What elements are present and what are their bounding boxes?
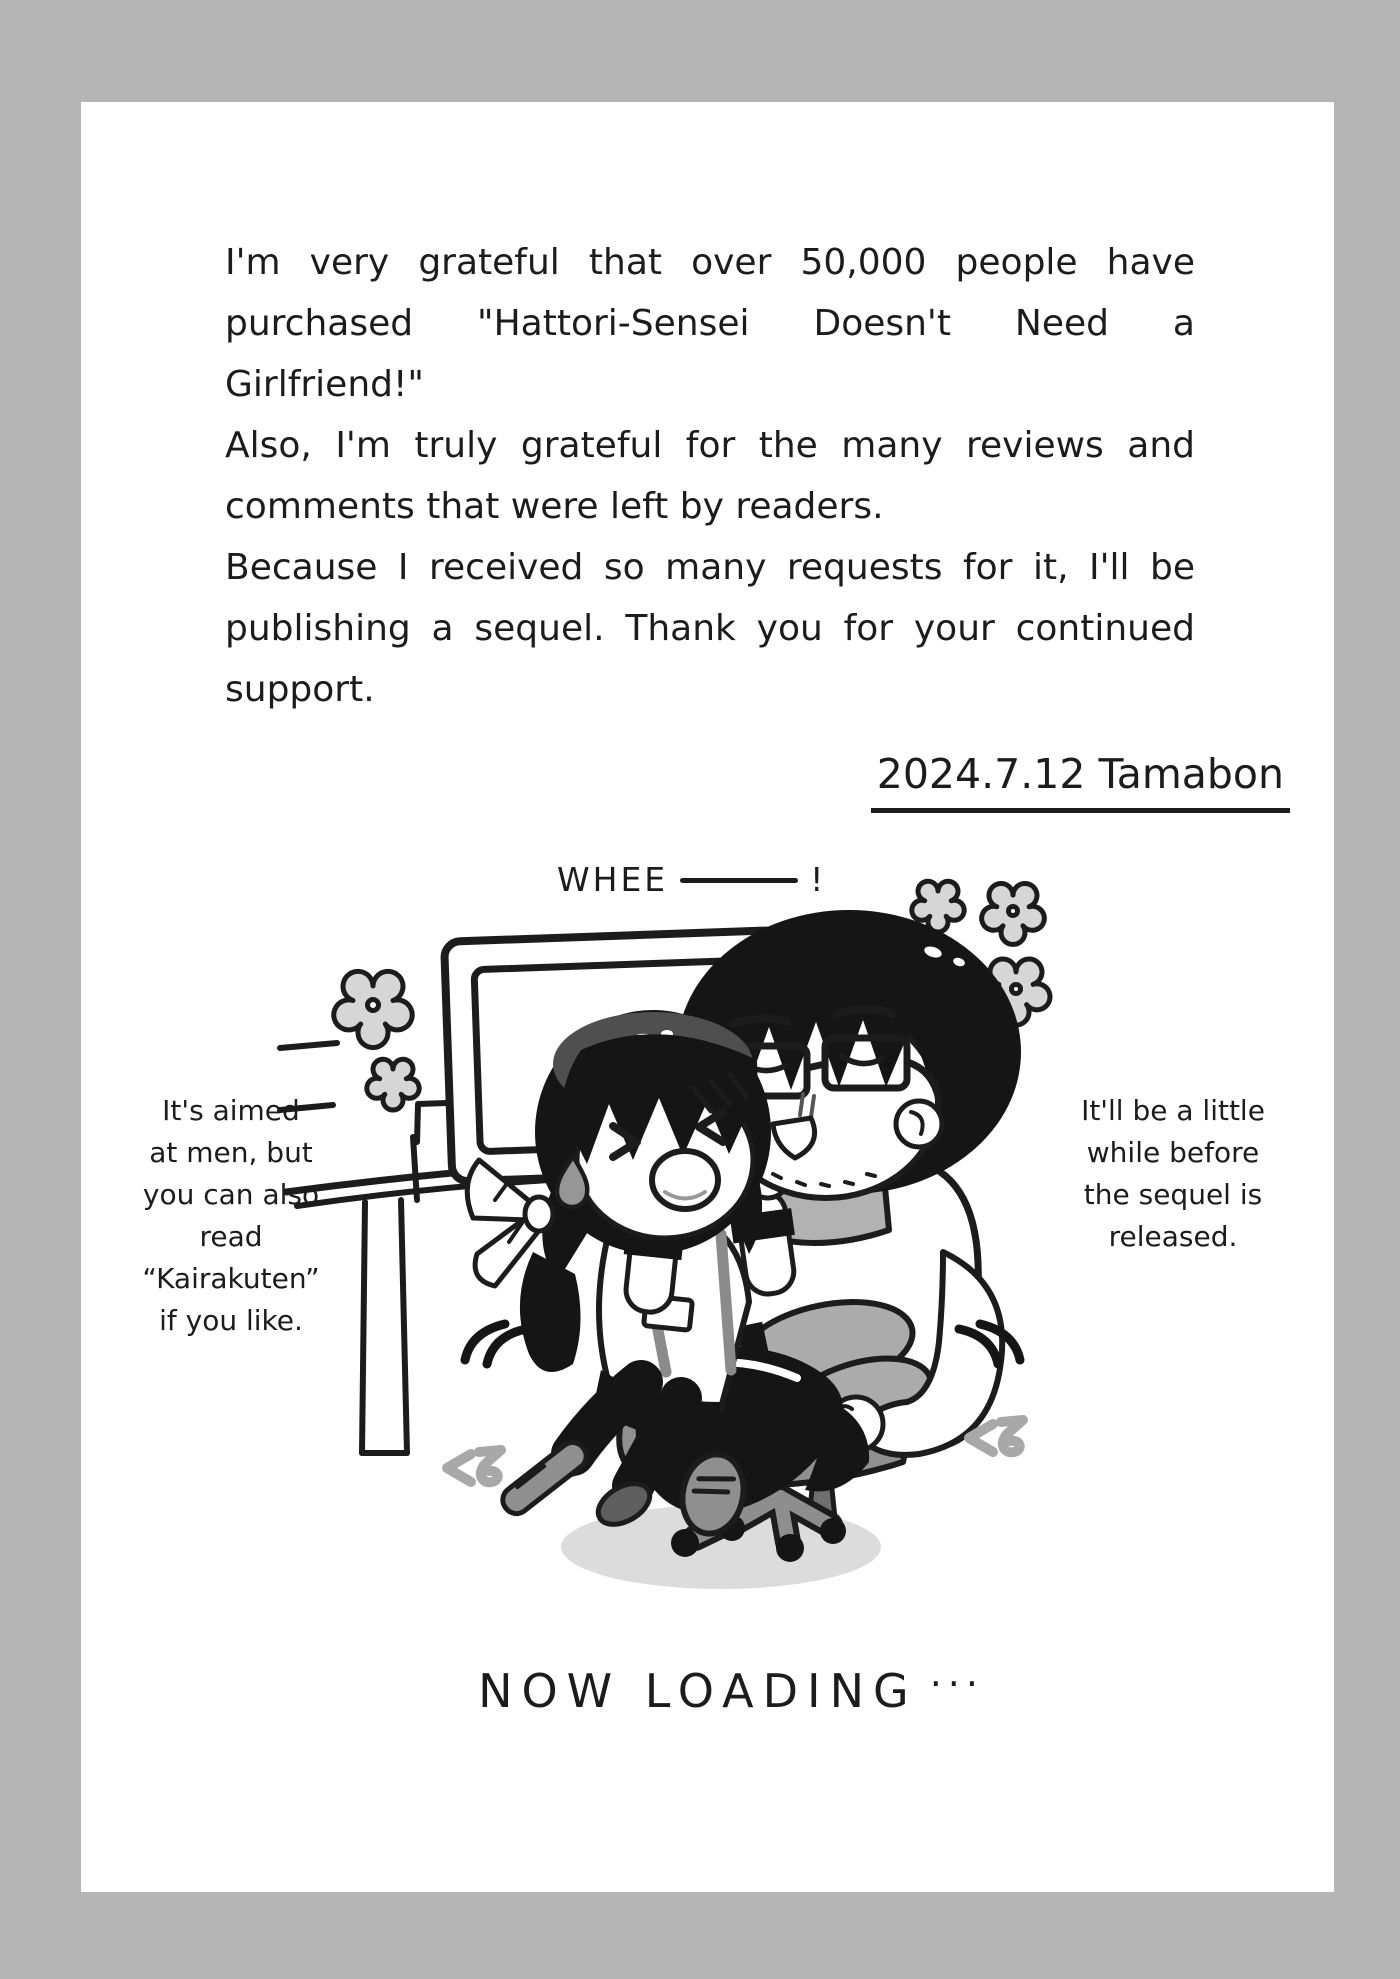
note-line: It's aimed bbox=[162, 1094, 300, 1127]
note-line: you can also bbox=[142, 1178, 320, 1211]
note-line: at men, but bbox=[149, 1136, 313, 1169]
afterword-line: Also, I'm truly grateful for the many reviews and bbox=[225, 425, 1195, 466]
note-line: released. bbox=[1108, 1220, 1238, 1253]
pigtail bbox=[520, 1252, 581, 1372]
now-loading-dots: ··· bbox=[929, 1662, 984, 1706]
note-line: It'll be a little bbox=[1081, 1094, 1265, 1127]
whee-dash bbox=[680, 878, 798, 883]
paper bbox=[81, 102, 1334, 1892]
whee-sfx bbox=[557, 860, 826, 899]
afterword-line: support. bbox=[225, 669, 375, 710]
note-line: “Kairakuten” bbox=[142, 1262, 320, 1295]
afterword-line: comments that were left by readers. bbox=[225, 486, 884, 527]
note-line: read bbox=[199, 1220, 263, 1253]
afterword-line: Because I received so many requests for it, I'll be bbox=[225, 547, 1195, 588]
now-loading bbox=[401, 1664, 1061, 1718]
spin-sfx-left bbox=[447, 1450, 501, 1482]
note-line: while before bbox=[1086, 1136, 1260, 1169]
signature-date-author: 2024.7.12 Tamabon bbox=[871, 750, 1290, 813]
afterword-line: I'm very grateful that over 50,000 people have bbox=[225, 242, 1195, 283]
left-margin-note bbox=[109, 1090, 353, 1342]
right-margin-note bbox=[1039, 1090, 1307, 1258]
afterword-line: publishing a sequel. Thank you for your continued bbox=[225, 608, 1195, 649]
afterword-line: purchased "Hattori-Sensei Doesn't Need a bbox=[225, 303, 1195, 344]
whee-exclaim: ! bbox=[810, 860, 827, 899]
afterword-text bbox=[225, 232, 1195, 720]
now-loading-label: NOW LOADING bbox=[478, 1664, 918, 1718]
sandal bbox=[498, 1437, 592, 1519]
note-line: if you like. bbox=[159, 1304, 303, 1337]
afterword-line: Girlfriend!" bbox=[225, 364, 424, 405]
note-line: the sequel is bbox=[1083, 1178, 1263, 1211]
whee-label: WHEE bbox=[557, 860, 669, 899]
